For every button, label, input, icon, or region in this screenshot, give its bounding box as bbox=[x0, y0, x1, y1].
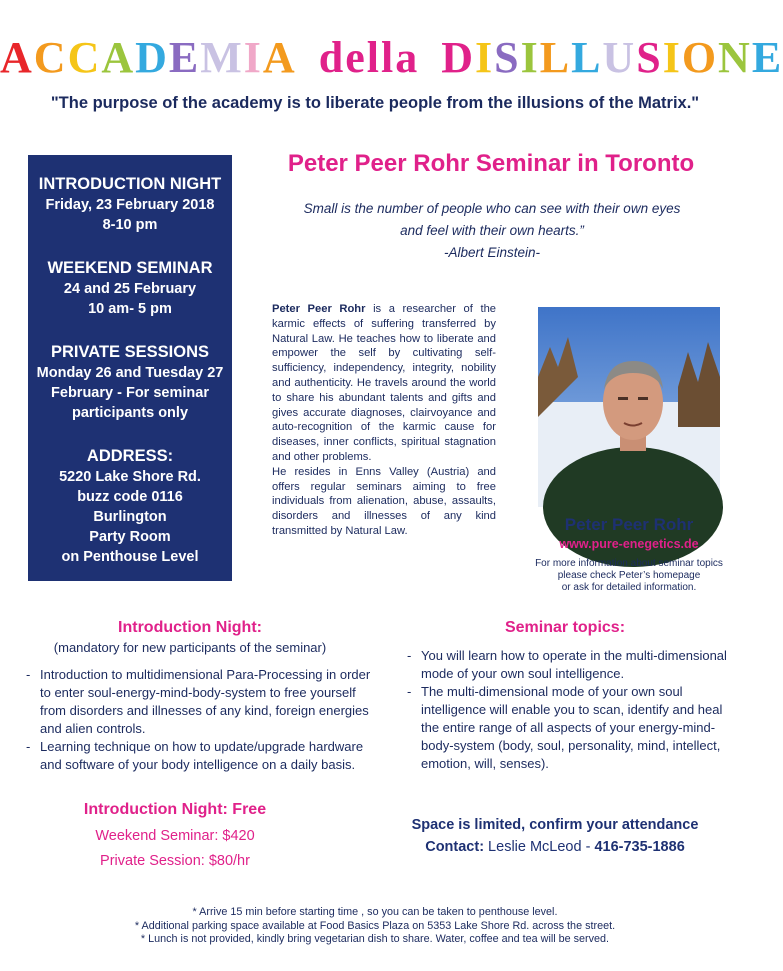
price-weekend-seminar: Weekend Seminar: $420 bbox=[95, 828, 255, 844]
seminar-title: Peter Peer Rohr Seminar in Toronto bbox=[287, 150, 695, 177]
quote-line: Small is the number of people who can see with their own eyes bbox=[303, 201, 681, 216]
title-letter: I bbox=[243, 33, 263, 82]
intro-night-heading: INTRODUCTION NIGHT bbox=[38, 175, 222, 193]
contact-label: Contact: bbox=[425, 839, 485, 855]
speaker-bio bbox=[272, 302, 496, 539]
address-line: Burlington bbox=[93, 509, 167, 525]
title-letter: U bbox=[602, 33, 637, 82]
weekend-seminar-heading: WEEKEND SEMINAR bbox=[47, 259, 213, 277]
title-letter: D bbox=[135, 33, 169, 82]
private-sessions-line: Monday 26 and Tuesday 27 bbox=[36, 365, 224, 381]
title-letter: I bbox=[662, 33, 682, 82]
price-intro-night: Introduction Night: Free bbox=[83, 801, 267, 818]
list-item: - Learning technique on how to update/upgrade hardware and software of your body intelligence on a daily basis. bbox=[26, 738, 371, 774]
intro-night-date: Friday, 23 February 2018 bbox=[45, 197, 215, 213]
title-letter: l bbox=[380, 33, 396, 82]
list-item: - The multi-dimensional mode of your own soul intelligence will enable you to scan, identify and heal the entire range of all aspects of your energy-mind-body-system (body, soul, personality, mind, intellect, emotion, will, senses). bbox=[407, 683, 727, 773]
academy-purpose: "The purpose of the academy is to liberate people from the illusions of the Matrix." bbox=[50, 94, 700, 112]
title-letter: A bbox=[0, 33, 34, 82]
title-letter: I bbox=[474, 33, 495, 82]
seminar-topics-list bbox=[407, 647, 727, 773]
speaker-name: Peter Peer Rohr bbox=[564, 515, 694, 534]
info-note-line: or ask for detailed information. bbox=[561, 582, 697, 593]
bio-name: Peter Peer Rohr bbox=[272, 303, 366, 315]
private-sessions-line: participants only bbox=[71, 405, 189, 421]
bio-paragraph: He resides in Enns Valley (Austria) and offers regular seminars aiming to free individuals from alienation, abuse, assaults, disorders and illnesses of any kind transmitted by Natural Law. bbox=[272, 465, 496, 537]
intro-topics-list bbox=[26, 666, 371, 774]
contact-name: Leslie McLeod - bbox=[484, 839, 595, 855]
title-letter: C bbox=[67, 33, 102, 82]
title-letter: e bbox=[345, 33, 367, 82]
note-line: * Arrive 15 min before starting time , so you can be taken to penthouse level. bbox=[192, 906, 558, 918]
note-line: * Additional parking space available at Food Basics Plaza on 5353 Lake Shore Rd. across the street. bbox=[134, 919, 616, 932]
intro-section-subtitle: (mandatory for new participants of the seminar) bbox=[53, 640, 327, 655]
list-item: - Introduction to multidimensional Para-Processing in order to enter soul-energy-mind-body-system to free yourself from disorders and illnesses of any kind, foreign energies and alien controls. bbox=[26, 666, 371, 738]
intro-section-title: Introduction Night: bbox=[118, 619, 262, 636]
address-heading: ADDRESS: bbox=[86, 447, 174, 465]
address-line: Party Room bbox=[89, 529, 171, 545]
info-note-line: For more information about seminar topics bbox=[535, 558, 723, 569]
list-item: - You will learn how to operate in the multi-dimensional mode of your own soul intelligence. bbox=[407, 647, 727, 683]
title-letter: E bbox=[751, 33, 783, 82]
title-letter: D bbox=[441, 33, 475, 82]
einstein-quote bbox=[262, 198, 722, 264]
intro-night-time: 8-10 pm bbox=[102, 217, 158, 233]
address-line: on Penthouse Level bbox=[61, 549, 199, 565]
note-line: * Lunch is not provided, kindly bring vegetarian dish to share. Water, coffee and tea will be served. bbox=[140, 933, 610, 945]
private-sessions-line: February - For seminar bbox=[51, 385, 209, 401]
speaker-website[interactable]: www.pure-enegetics.de bbox=[559, 537, 699, 551]
contact-line bbox=[380, 839, 730, 855]
title-letter: O bbox=[681, 33, 719, 82]
info-note-line: please check Peter’s homepage bbox=[557, 570, 701, 581]
title-letter: I bbox=[520, 33, 540, 82]
event-info-panel bbox=[28, 155, 232, 581]
title-letter: S bbox=[494, 33, 521, 82]
info-note bbox=[520, 558, 738, 594]
title-letter: a bbox=[395, 33, 420, 82]
title-letter: A bbox=[101, 33, 136, 82]
weekend-seminar-date: 24 and 25 February bbox=[63, 281, 197, 297]
weekend-seminar-time: 10 am- 5 pm bbox=[88, 301, 172, 317]
title-letter: d bbox=[318, 33, 346, 82]
address-line: 5220 Lake Shore Rd. bbox=[59, 469, 201, 485]
academy-title bbox=[0, 32, 783, 84]
title-letter: L bbox=[571, 33, 603, 82]
title-letter: N bbox=[718, 33, 752, 82]
contact-phone[interactable]: 416-735-1886 bbox=[594, 839, 685, 855]
private-sessions-heading: PRIVATE SESSIONS bbox=[50, 343, 209, 361]
price-private-session: Private Session: $80/hr bbox=[100, 853, 250, 869]
title-letter: A bbox=[262, 33, 297, 82]
quote-line: and feel with their own hearts.” bbox=[400, 223, 584, 238]
footer-notes bbox=[20, 906, 730, 947]
title-letter: E bbox=[168, 33, 201, 82]
speaker-photo bbox=[538, 307, 720, 507]
seminar-topics-title: Seminar topics: bbox=[504, 619, 626, 636]
address-line: buzz code 0116 bbox=[77, 489, 183, 505]
bio-paragraph: is a researcher of the karmic effects of suffering transferred by Natural Law. He teaches how to liberate and empower the self by cultivating self-sufficiency, independency, integrity, nobility and authenticity. He travels around the world to share his abundant talents and gifts and gives accurate diagnoses, clairvoyance and auto-recognition of the karmic cause for diseases, inner conflicts, spiritual stagnation and other problems. bbox=[272, 303, 497, 463]
title-letter: L bbox=[539, 33, 572, 82]
title-letter: C bbox=[33, 33, 68, 82]
space-limited-notice: Space is limited, confirm your attendance bbox=[411, 817, 699, 833]
title-letter: l bbox=[366, 33, 381, 82]
title-letter: M bbox=[200, 33, 244, 82]
title-letter: S bbox=[636, 33, 663, 82]
quote-author: -Albert Einstein- bbox=[443, 245, 541, 260]
